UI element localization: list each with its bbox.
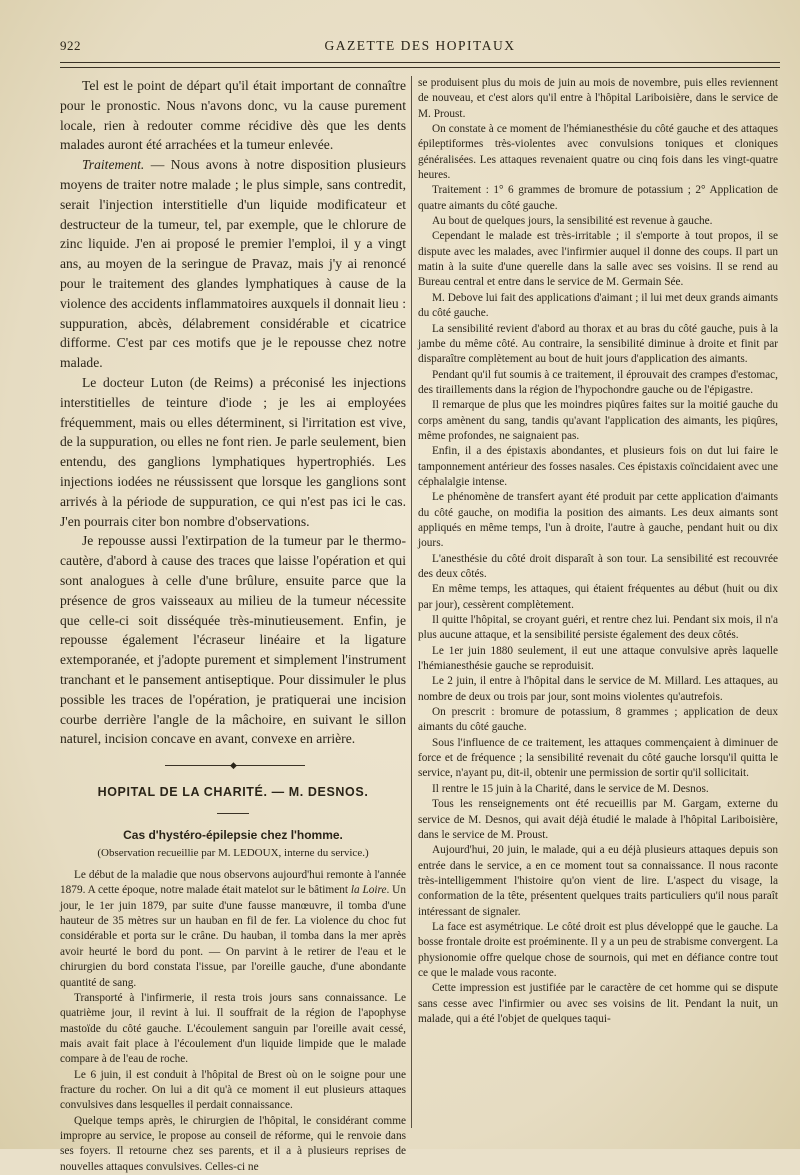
paragraph: Je repousse aussi l'extirpation de la tumeur par le thermo-cautère, d'abord à cause des traces que laisse l'opération et qui sont analogues à celle d'une brûlure, ensuite parce que la présence de gros vaisseaux au milieu de la tumeur nécessite que celle-ci soit disséquée très-minutieusement. Enfin, je repousse également l'écraseur linéaire et la ligature extemporanée, et j'adopte purement et simplement l'instrument tranchant et le pansement antiseptique. Pour dissimuler le plus possible les traces de l'opération, je pratiquerai une incision courbe derrière l'angle de la mâchoire, en suivant le sillon naturel, incision concave en avant, convexe en arrière.: [60, 533, 406, 747]
paragraph: On prescrit : bromure de potassium, 8 grammes ; application de deux aimants du côté gauche.: [418, 706, 778, 734]
paragraph: Il rentre le 15 juin à la Charité, dans le service de M. Desnos.: [432, 782, 709, 795]
paragraph: Au bout de quelques jours, la sensibilité est revenue à gauche.: [432, 215, 713, 228]
paragraph: Il remarque de plus que les moindres piqûres faites sur la moitié gauche du corps amènent du sang, tandis qu'avant l'application des aimants, les piqûres, même profondes, ne saignaient pas.: [418, 399, 778, 442]
section-ornament: [60, 761, 406, 769]
paragraph: L'anesthésie du côté droit disparaît à son tour. La sensibilité est recouvrée des deux côtés.: [418, 552, 778, 580]
traitement-text: Nous avons à notre disposition plusieurs moyens de traiter notre malade ; le plus simple, sans contredit, serait l'injection interstitielle d'un liquide modificateur et destructeur de la tumeur, tel, par exemple, que le chlorure de zinc liquide. J'en ai proposé le premier l'emploi, il y a vingt ans, au moyen de la seringue de Pravaz, mais j'y ai renoncé pour le traitement des glandes lymphatiques à cause de la violence des accidents inflammatoires auxquels il donnait lieu : suppuration, abcès, délabrement considérable et cicatrice difforme. C'est par ces motifs que je le repousse chez notre malade.: [60, 157, 406, 371]
ornament-diamond-icon: ◆: [230, 760, 237, 771]
paragraph: Sous l'influence de ce traitement, les attaques commençaient à diminuer de force et de fréquence ; la sensibilité revenait du côté gauche lorsqu'il quitta le service, n'ayant pu, dit-il, obtenir une permission de sortir qu'il sollicitait.: [418, 736, 778, 780]
case-paragraph: Transporté à l'infirmerie, il resta trois jours sans connaissance. Le quatrième jour, il revint à lui. Il souffrait de la région de l'apophyse mastoïde du côté gauche. L'écoulement sanguin par l'oreille avait cessé, mais avait fait place à l'écoulement d'un liquide limpide que le malade compare à de l'eau de roche.: [60, 991, 406, 1066]
paragraph: La face est asymétrique. Le côté droit est plus développé que le gauche. La bosse frontale droite est proéminente. Il y a un peu de strabisme convergent. La physionomie offre quelque chose de sournois, qui met en défiance contre tout ce que le malade vous raconte.: [418, 920, 778, 979]
case-text-rest: . Un jour, le 1er juin 1879, par suite d'une fausse manœuvre, il tomba d'une hauteur de 35 mètres sur un hauban en fil de fer. La violence du choc fut considérable et porta sur le crâne. Du hauban, il tomba dans la mer après avoir heurté le bord du pont. — On parvint à le retirer de l'eau et le chirurgien du bord constata l'issue, par l'oreille gauche, d'une abondante quantité de sang.: [60, 884, 406, 989]
case-text: Le début de la maladie que nous observons aujourd'hui remonte à l'année 1879. A cette époque, notre malade était matelot sur le bâtiment: [60, 869, 406, 897]
ship-name: la Loire: [350, 884, 387, 897]
page-number: 922: [60, 38, 81, 53]
header-rule: [60, 62, 780, 68]
paragraph: Aujourd'hui, 20 juin, le malade, qui a eu déjà plusieurs attaques depuis son entrée dans le service, a en ce moment tout sa connaissance. Il nous raconte très-intelligemment l'histoire qu'on vient de lire. L'aspect du visage, la conformation de la tête, présentent quelques traits particuliers qu'il nous paraît intéressant de signaler.: [418, 844, 778, 918]
paragraph: Pendant qu'il fut soumis à ce traitement, il éprouvait des crampes d'estomac, des tiraillements dans la région de l'hypochondre gauche ou de l'épigastre.: [418, 368, 778, 396]
case-paragraph: Le 6 juin, il est conduit à l'hôpital de Brest où on le soigne pour une fracture du rocher. On lui a dit qu'à ce moment il eut plusieurs attaques convulsives dans lesquelles il perdait connaissance.: [60, 1068, 406, 1112]
paragraph: Traitement : 1° 6 grammes de bromure de potassium ; 2° Application de quatre aimants du côté gauche.: [418, 184, 778, 212]
running-title: GAZETTE DES HOPITAUX: [324, 38, 516, 53]
case-paragraph: Quelque temps après, le chirurgien de l'hôpital, le considérant comme impropre au service, le propose au conseil de réforme, qui le renvoie dans ses foyers. Il retourne chez ses parents, et il a à plusieurs reprises de nouvelles attaques convulsives. Celles-ci ne: [60, 1114, 406, 1173]
paragraph-traitement: [60, 155, 406, 373]
paragraph: Le 2 juin, il entre à l'hôpital dans le service de M. Millard. Les attaques, au nombre de deux ou trois par jour, sont moins violentes qu'autrefois.: [418, 675, 778, 703]
paragraph: Le 1er juin 1880 seulement, il eut une attaque convulsive après laquelle l'hémianesthésie gauche se reproduisit.: [418, 644, 778, 673]
paragraph: La sensibilité revient d'abord au thorax et au bras du côté gauche, puis à la jambe du même côté. Au contraire, la sensibilité diminue à droite et finit par disparaître complètement au bout de huit jours d'application des aimants.: [418, 322, 778, 366]
paragraph: On constate à ce moment de l'hémianesthésie du côté gauche et des attaques épileptiformes très-violentes avec convulsions toniques et cloniques généralisées. Les attaques revenaient quatre ou cinq fois dans les vingt-quatre heures.: [418, 123, 778, 182]
observation-note: (Observation recueillie par M. LEDOUX, interne du service.): [97, 847, 369, 860]
page-header: [60, 38, 780, 64]
paragraph: Le docteur Luton (de Reims) a préconisé les injections interstitielles de teinture d'iode ; je les ai employées fréquemment, mais ou elles déterminent, si l'irritation est vive, de la suppuration, ou elles ne font rien. Je parle seulement, bien entendu, des ganglions lymphatiques hypertrophiés. Les injections iodées ne réussissent que lorsque les ganglions sont arrivés à la période de suppuration, ce qui n'est pas ici le cas. J'en pourrais citer bon nombre d'observations.: [60, 374, 406, 529]
paragraph: se produisent plus du mois de juin au mois de novembre, puis elles reviennent de nouveau, et c'est alors qu'il entre à l'hôpital Lariboisière, dans le service de M. Proust.: [418, 77, 778, 120]
paragraph: Enfin, il a des épistaxis abondantes, et plusieurs fois on dut lui faire le tamponnement antérieur des fosses nasales. Ces épistaxis coïncidaient avec une céphalalgie intense.: [418, 445, 778, 488]
paragraph: Tel est le point de départ qu'il était important de connaître pour le pronostic. Nous n'avons donc, vu la cause purement locale, rien à redouter comme récidive dès que les dents malades auront été arrachées et la tumeur enlevée.: [60, 78, 406, 153]
paragraph: Il quitte l'hôpital, se croyant guéri, et rentre chez lui. Pendant six mois, il n'a plus aucune attaque, et la sensibilité persiste également des deux côtés.: [418, 614, 778, 642]
paragraph: M. Debove lui fait des applications d'aimant ; il lui met deux grands aimants du côté gauche.: [418, 291, 778, 320]
section-rule: [217, 813, 249, 814]
paragraph: Tous les renseignements ont été recueillis par M. Gargam, externe du service de M. Desnos, qui avait déjà étudié le malade à l'hôpital Lariboisière, dans le service de M. Proust.: [418, 798, 778, 841]
paragraph: Le phénomène de transfert ayant été produit par cette application d'aimants du côté gauche, on modifia la position des aimants. Les deux aimants sont appliqués en même temps, l'un à droite, l'autre à gauche, pendant huit ou dix jours.: [418, 491, 778, 550]
case-title: Cas d'hystéro-épilepsie chez l'homme.: [123, 828, 343, 843]
right-column: [418, 76, 778, 1132]
paragraph: Cette impression est justifiée par le caractère de cet homme qui se dispute sans cesse avec l'infirmier ou avec ses voisins de lit. Pendant la nuit, un malade, qui a été l'objet de quelques taqui-: [418, 982, 778, 1025]
traitement-dash: —: [144, 157, 171, 173]
case-paragraph: [60, 868, 406, 991]
section-title: HOPITAL DE LA CHARITÉ. — M. DESNOS.: [97, 785, 369, 800]
traitement-label: Traitement.: [82, 157, 145, 173]
left-column: [60, 76, 406, 1173]
column-divider: [411, 76, 412, 1128]
paragraph: En même temps, les attaques, qui étaient fréquentes au début (huit ou dix par jour), cessèrent complètement.: [418, 583, 778, 611]
paragraph: Cependant le malade est très-irritable ; il s'emporte à tout propos, il se dispute avec les malades, avec l'infirmier auquel il donne des coups. Il part un matin à la suite d'une querelle dans la salle avec ses voisins. Il se rend au Bureau central et entre dans le service de M. Germain Sée.: [418, 230, 778, 289]
